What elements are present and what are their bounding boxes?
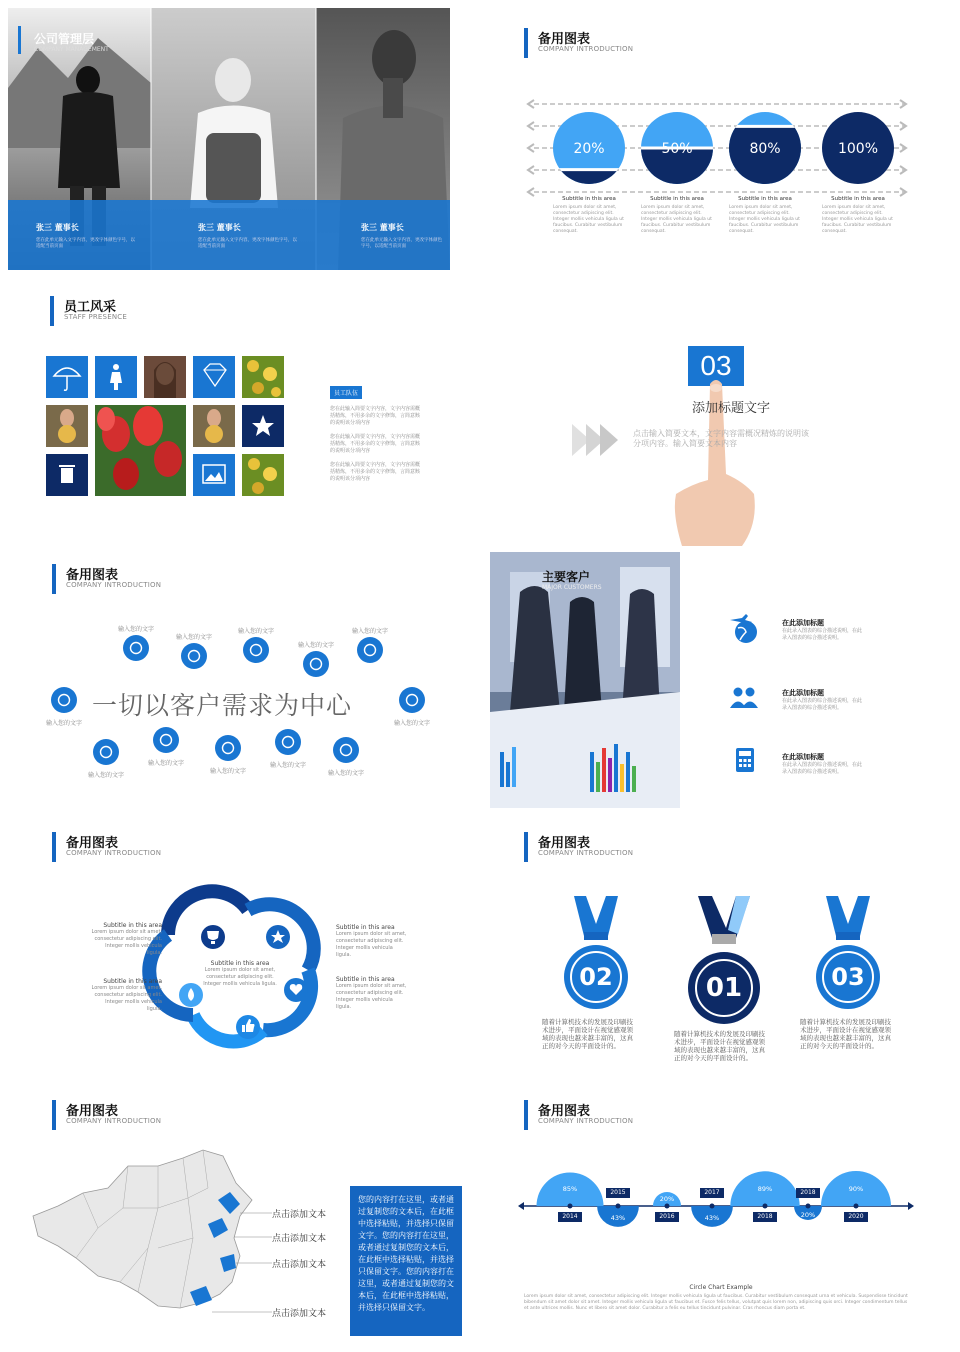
map-label: 点击添加文本 — [272, 1234, 327, 1244]
medal-desc: 随着计算机技术的发展及印刷技术进步，平面设计在视觉感观领域的表现也越来越丰富的，这真正的对今天的平面设计的。 — [800, 1018, 891, 1050]
eye-icon — [215, 735, 241, 761]
slide-title: 备用图表 — [538, 836, 591, 851]
slide-title: 备用图表 — [538, 32, 591, 47]
team-paragraph: 您在此输入简要文字内容，文字内容需概括精炼，不用多余的文字修饰，言简意赅的说明该分项内容 — [330, 462, 421, 482]
customer-item-desc: 在此录入图表的综合描述说明，在此录入图表的综合描述说明。 — [782, 628, 863, 641]
timeline-dot — [763, 1204, 768, 1209]
medal-number: 01 — [705, 973, 743, 1003]
slide-title: 备用图表 — [66, 836, 119, 851]
caption-desc: Lorem ipsum dolor sit amet, consectetur adipiscing elit. Integer mollis vehicula ligula. — [91, 985, 162, 1012]
slide-company-management — [8, 8, 450, 270]
page-subtitle: COMPANY MANAGEMENT — [34, 46, 109, 53]
person-icon — [95, 356, 137, 398]
heart-icon — [284, 978, 308, 1002]
timeline-arrow — [518, 1202, 524, 1210]
bulb-icon — [333, 737, 359, 763]
lock-icon — [181, 643, 207, 669]
user-icon — [303, 651, 329, 677]
slide-subtitle: COMPANY INTRODUCTION — [66, 849, 162, 857]
touch-title: 添加标题文字 — [691, 401, 770, 416]
timeline-dot — [665, 1204, 670, 1209]
gear-icon — [123, 635, 149, 661]
thumbs-up-icon — [236, 1015, 260, 1039]
map-label: 点击添加文本 — [272, 1309, 327, 1319]
arrow-chevrons — [572, 424, 618, 456]
slide-medals — [486, 820, 956, 1082]
slide-subtitle: COMPANY INTRODUCTION — [538, 45, 634, 53]
slide-title: 备用图表 — [538, 1104, 591, 1119]
text-box-content: 您的内容打在这里，或者通过复制您的文本后，在此框中选择粘贴，并选择只保留文字。您的内容打在这里，或者通过复制您的文本后，在此框中选择粘贴，并选择只保留文字。您的内容打在这里，或者通过复制您的文本后，在此框中选择粘贴，并选择只保留文字。 — [358, 1195, 454, 1312]
value-label: 89% — [757, 1184, 773, 1193]
circle-subtitle: Subtitle in this area — [562, 196, 616, 202]
person-desc: 您在此单元输入文字内容，更改字体颜色字号，以适配当前页面 — [36, 238, 135, 249]
medal-03 — [816, 896, 880, 1009]
team-paragraphs — [330, 406, 422, 483]
caption-desc: Lorem ipsum dolor sit amet, consectetur adipiscing elit. Integer mollis vehicula ligula. — [336, 931, 407, 958]
center-caption-desc: Lorem ipsum dolor sit amet, consectetur adipiscing elit. Integer mollis vehicula ligula. — [203, 967, 277, 987]
customer-item — [728, 614, 948, 650]
node-label: 输入您的文字 — [393, 720, 430, 727]
caption-desc: Lorem ipsum dolor sit amet, consectetur adipiscing elit. Integer mollis vehicula ligula. — [336, 983, 407, 1010]
dashed-arrow — [528, 100, 906, 108]
node-label: 输入您的文字 — [297, 642, 334, 649]
timeline-arrow — [908, 1202, 914, 1210]
slide-subtitle: MAJOR CUSTOMERS — [542, 584, 602, 591]
people-icon — [728, 684, 762, 716]
customer-item-title: 在此添加标题 — [782, 619, 824, 627]
medal-02 — [564, 896, 628, 1009]
globe-plane-icon — [728, 614, 762, 646]
chat-icon — [243, 637, 269, 663]
page-title: 公司管理层 — [34, 32, 95, 46]
diamond-icon — [193, 356, 235, 398]
node-label: 输入您的文字 — [351, 628, 388, 635]
node-label: 输入您的文字 — [327, 770, 364, 777]
caption-title: Subtitle in this area — [336, 976, 395, 983]
percent-label: 100% — [837, 141, 879, 157]
slide-subtitle: COMPANY INTRODUCTION — [66, 1117, 162, 1125]
team-paragraph: 您在此输入简要文字内容，文字内容需概括精炼，不用多余的文字修饰，言简意赅的说明该分项内容 — [330, 434, 421, 454]
value-label: 90% — [848, 1184, 864, 1193]
percent-circle — [822, 112, 894, 184]
watch-icon — [93, 739, 119, 765]
caption-title: Subtitle in this area — [103, 978, 162, 985]
node-label: 输入您的文字 — [45, 720, 82, 727]
caption-title: Subtitle in this area — [103, 922, 162, 929]
customer-item-title: 在此添加标题 — [782, 753, 824, 761]
circle-subtitle: Subtitle in this area — [831, 196, 885, 202]
tulips-photo — [95, 405, 186, 496]
touch-desc: 点击输入简要文本，文字内容需概况精炼的说明该分项内容。输入简要文本内容 — [633, 429, 809, 448]
slide-timeline — [486, 1088, 956, 1350]
customer-item-desc: 在此录入图表的综合描述说明，在此录入图表的综合描述说明。 — [782, 698, 863, 711]
trophy-icon — [201, 925, 225, 949]
slide-percent-circles — [486, 8, 956, 270]
slide-title: 备用图表 — [66, 568, 119, 583]
customer-item — [728, 684, 948, 720]
year-label: 2018 — [796, 1188, 820, 1198]
left-caption — [90, 922, 162, 957]
customer-item-desc: 在此录入图表的综合描述说明，在此录入图表的综合描述说明。 — [782, 762, 863, 775]
percent-circle — [553, 112, 625, 184]
percent-label: 20% — [573, 141, 605, 157]
timeline-dot — [568, 1204, 573, 1209]
caption-title: Subtitle in this area — [336, 924, 395, 931]
person-name: 张三 董事长 — [36, 223, 79, 232]
right-caption — [336, 924, 408, 959]
left-caption — [90, 978, 162, 1013]
slide-title: 备用图表 — [66, 1104, 119, 1119]
satellite-icon — [275, 729, 301, 755]
dashed-arrow — [528, 188, 906, 196]
chart-description: Lorem ipsum dolor sit amet, consectetur adipiscing elit. Integer mollis vehicula ligula ut faucibus. Curabitur vestibulum consequat urna et vehicula. Suspendisse tincidunt bibendum sit amet dolor sit amet. Integer mollis vehicula ligula ut faucibus et. Fusce felis tellus, volutpat quis lorem non, adipiscing quis orci. Integer condimentum tellus et ante ultrices mollis. Nunc et libero sit amet dolor. Curabitur a felis eu tellus tincidunt pulvinar. Cras rhoncus diam porta et. — [524, 1294, 908, 1311]
circle-subtitle: Subtitle in this area — [738, 196, 792, 202]
timeline-dot — [710, 1204, 715, 1209]
slide-staff-presence — [8, 284, 450, 546]
year-label: 2015 — [606, 1188, 630, 1198]
person-name: 张三 董事长 — [198, 223, 241, 232]
year-label: 2017 — [700, 1188, 724, 1198]
team-paragraph: 您在此输入简要文字内容，文字内容需概括精炼，不用多余的文字修饰，言简意赅的说明该分项内容 — [330, 406, 421, 426]
year-label: 2020 — [844, 1212, 868, 1222]
slide-china-map — [8, 1088, 468, 1350]
person-card — [198, 222, 298, 250]
circle-desc: Lorem ipsum dolor sit amet, consectetur adipiscing elit. Integer mollis vehicula ligula ut faucibus. Curabitur vestibulum consequat. — [729, 205, 800, 234]
circle-desc: Lorem ipsum dolor sit amet, consectetur adipiscing elit. Integer mollis vehicula ligula ut faucibus. Curabitur vestibulum consequat. — [641, 205, 712, 234]
customer-item — [728, 748, 948, 784]
woman-flowers-photo — [193, 405, 235, 447]
sliders-icon — [153, 727, 179, 753]
node-label: 输入您的文字 — [237, 628, 274, 635]
slide-subtitle: COMPANY INTRODUCTION — [538, 1117, 634, 1125]
value-label: 43% — [704, 1214, 720, 1223]
year-label: 2018 — [753, 1212, 777, 1222]
map-label: 点击添加文本 — [272, 1260, 327, 1270]
customer-item-title: 在此添加标题 — [782, 689, 824, 697]
person-desc: 您在此单元输入文字内容，更改字体颜色字号，以适配当前页面 — [198, 238, 297, 249]
slide-title: 主要客户 — [542, 570, 591, 584]
slide-title: 员工风采 — [64, 300, 117, 315]
medal-desc: 随着计算机技术的发展及印刷技术进步，平面设计在视觉感观领域的表现也越来越丰富的，这真正的对今天的平面设计的。 — [674, 1030, 765, 1062]
percent-circle — [729, 112, 801, 184]
center-slogan: 一切以客户需求为中心 — [92, 691, 353, 720]
circle-desc: Lorem ipsum dolor sit amet, consectetur adipiscing elit. Integer mollis vehicula ligula ut faucibus. Curabitur vestibulum consequat. — [822, 205, 893, 234]
node-label: 输入您的文字 — [87, 772, 124, 779]
timeline-dot — [806, 1204, 811, 1209]
flower-photo — [242, 356, 284, 398]
person-card — [361, 222, 446, 250]
medal-number: 02 — [579, 963, 613, 991]
star-icon — [242, 405, 284, 447]
slide-major-customers — [486, 552, 956, 814]
slide-customer-centric — [8, 552, 450, 814]
medal-number: 03 — [831, 963, 865, 991]
number-label: 03 — [700, 350, 732, 381]
star-icon — [266, 925, 290, 949]
image-icon — [193, 454, 235, 496]
flower-photo — [242, 454, 284, 496]
woman-flowers-photo — [46, 405, 88, 447]
person-desc: 您在此单元输入文字内容，更改字体颜色字号，以适配当前页面 — [361, 238, 442, 249]
person-name: 张三 董事长 — [361, 223, 404, 232]
chart-caption: Circle Chart Example — [689, 1284, 753, 1291]
medal-01 — [688, 896, 760, 1024]
slide-touch-number — [486, 284, 956, 546]
node-label: 输入您的文字 — [147, 760, 184, 767]
star-icon — [51, 687, 77, 713]
medal-desc: 随着计算机技术的发展及印刷技术进步，平面设计在视觉感观领域的表现也越来越丰富的，这真正的对今天的平面设计的。 — [542, 1018, 633, 1050]
team-label: 员工队伍 — [330, 386, 362, 399]
value-label: 20% — [800, 1211, 816, 1219]
circle-desc: Lorem ipsum dolor sit amet, consectetur adipiscing elit. Integer mollis vehicula ligula ut faucibus. Curabitur vestibulum consequat. — [553, 205, 624, 234]
music-icon — [357, 637, 383, 663]
megaphone-icon — [399, 687, 425, 713]
value-label: 43% — [610, 1214, 626, 1223]
timeline-dot — [854, 1204, 859, 1209]
woman-photo — [144, 356, 186, 398]
year-label: 2014 — [558, 1212, 582, 1222]
value-label: 20% — [659, 1195, 675, 1203]
center-caption — [200, 960, 280, 988]
umbrella-icon — [46, 356, 88, 398]
node-label: 输入您的文字 — [209, 768, 246, 775]
center-caption-title: Subtitle in this area — [210, 960, 270, 967]
circle-subtitle: Subtitle in this area — [650, 196, 704, 202]
year-label: 2016 — [655, 1212, 679, 1222]
trash-icon — [46, 454, 88, 496]
slide-flower-ring — [8, 820, 450, 1082]
timeline-dot — [616, 1204, 621, 1209]
slide-subtitle: COMPANY INTRODUCTION — [66, 581, 162, 589]
caption-desc: Lorem ipsum dolor sit amet, consectetur adipiscing elit. Integer mollis vehicula ligula. — [91, 929, 162, 956]
node-label: 输入您的文字 — [269, 762, 306, 769]
slide-subtitle: COMPANY INTRODUCTION — [538, 849, 634, 857]
right-caption — [336, 976, 408, 1011]
slide-subtitle: STAFF PRESENCE — [64, 313, 127, 321]
node-label: 输入您的文字 — [117, 626, 154, 633]
node-label: 输入您的文字 — [175, 634, 212, 641]
map-label: 点击添加文本 — [272, 1210, 327, 1220]
calculator-icon — [728, 748, 762, 780]
percent-label: 80% — [749, 141, 781, 157]
percent-label: 50% — [661, 141, 693, 157]
value-label: 85% — [562, 1185, 578, 1194]
percent-circle — [641, 112, 713, 184]
person-card — [36, 222, 136, 250]
title-accent — [18, 26, 21, 54]
